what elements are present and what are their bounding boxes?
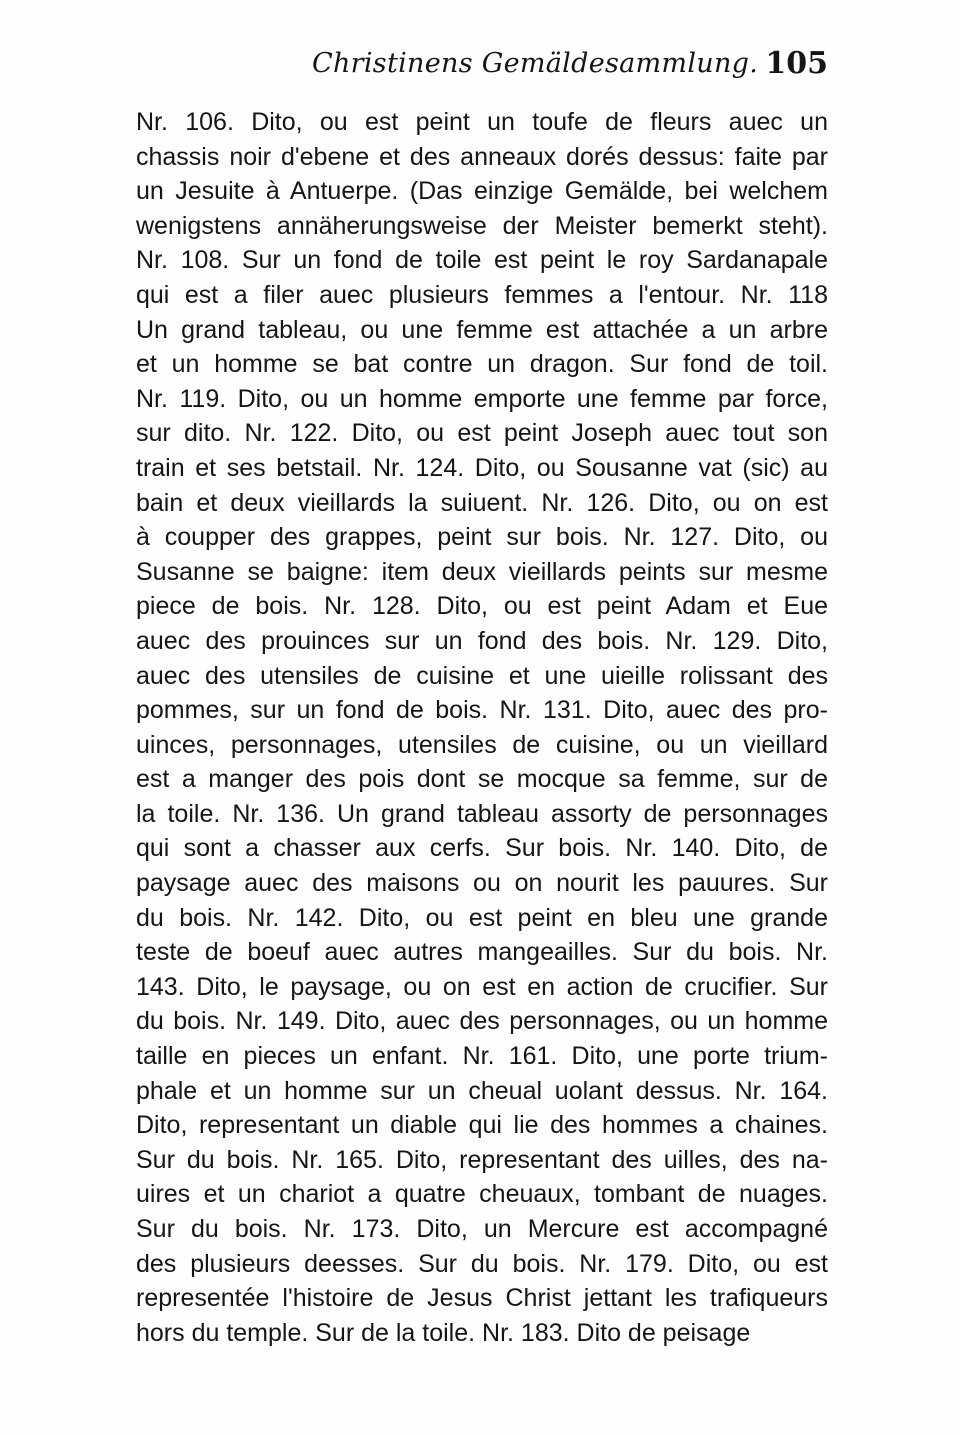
text-line: Susanne se baigne: item deux vieillards peints sur mesme xyxy=(136,557,828,586)
text-line: teste de boeuf auec autres mangeailles. Sur du bois. Nr. xyxy=(136,938,828,967)
text-line: qui sont a chasser aux cerfs. Sur bois. Nr. 140. Dito, de xyxy=(136,834,828,863)
running-title: Christinens Gemäldesammlung. xyxy=(312,48,759,79)
text-line: wenigstens annäherungsweise der Meister bemerkt steht). xyxy=(136,211,828,240)
text-line: et un homme se bat contre un dragon. Sur fond de toil. xyxy=(136,350,828,379)
text-line: auec des prouinces sur un fond des bois. Nr. 129. Dito, xyxy=(136,626,828,655)
text-line: phale et un homme sur un cheual uolant dessus. Nr. 164. xyxy=(136,1076,828,1105)
text-line: train et ses betstail. Nr. 124. Dito, ou Sousanne vat (sic) au xyxy=(136,453,828,482)
text-line: chassis noir d'ebene et des anneaux dorés dessus: faite par xyxy=(136,142,828,171)
body-text xyxy=(136,105,828,1350)
text-line: auec des utensiles de cuisine et une uieille rolissant des xyxy=(136,661,828,690)
text-line: sur dito. Nr. 122. Dito, ou est peint Joseph auec tout son xyxy=(136,419,828,448)
text-line: uinces, personnages, utensiles de cuisine, ou un vieillard xyxy=(136,730,828,759)
text-line: pommes, sur un fond de bois. Nr. 131. Dito, auec des pro- xyxy=(136,696,828,725)
text-line: 143. Dito, le paysage, ou on est en action de crucifier. Sur xyxy=(136,972,828,1001)
text-line: Sur du bois. Nr. 165. Dito, representant des uilles, des na- xyxy=(136,1145,828,1174)
text-line: à coupper des grappes, peint sur bois. Nr. 127. Dito, ou xyxy=(136,523,828,552)
text-line: qui est a filer auec plusieurs femmes a l'entour. Nr. 118 xyxy=(136,280,828,309)
text-line: representée l'histoire de Jesus Christ jettant les trafiqueurs xyxy=(136,1284,828,1313)
text-line: bain et deux vieillards la suiuent. Nr. 126. Dito, ou on est xyxy=(136,488,828,517)
text-line: la toile. Nr. 136. Un grand tableau assorty de personnages xyxy=(136,799,828,828)
text-line: uires et un chariot a quatre cheuaux, tombant de nuages. xyxy=(136,1180,828,1209)
text-line: piece de bois. Nr. 128. Dito, ou est peint Adam et Eue xyxy=(136,592,828,621)
text-line: est a manger des pois dont se mocque sa femme, sur de xyxy=(136,765,828,794)
text-line: paysage auec des maisons ou on nourit les pauures. Sur xyxy=(136,869,828,898)
text-line: hors du temple. Sur de la toile. Nr. 183. Dito de peisage xyxy=(136,1318,751,1347)
text-line: Dito, representant un diable qui lie des hommes a chaines. xyxy=(136,1111,828,1140)
text-line: taille en pieces un enfant. Nr. 161. Dito, une porte trium- xyxy=(136,1042,828,1071)
running-header xyxy=(136,44,828,84)
text-line: Nr. 119. Dito, ou un homme emporte une femme par force, xyxy=(136,384,828,413)
text-line: Sur du bois. Nr. 173. Dito, un Mercure est accompagné xyxy=(136,1215,828,1243)
text-line: Nr. 108. Sur un fond de toile est peint le roy Sardanapale xyxy=(136,246,828,275)
text-line: du bois. Nr. 142. Dito, ou est peint en bleu une grande xyxy=(136,903,828,932)
text-line: Nr. 106. Dito, ou est peint un toufe de fleurs auec un xyxy=(136,108,828,136)
text-line: un Jesuite à Antuerpe. (Das einzige Gemälde, bei welchem xyxy=(136,177,828,206)
text-line: Un grand tableau, ou une femme est attachée a un arbre xyxy=(136,315,828,344)
page-number: 105 xyxy=(765,46,828,81)
text-line: du bois. Nr. 149. Dito, auec des personnages, ou un homme xyxy=(136,1007,828,1036)
text-line: des plusieurs deesses. Sur du bois. Nr. 179. Dito, ou est xyxy=(136,1249,828,1278)
